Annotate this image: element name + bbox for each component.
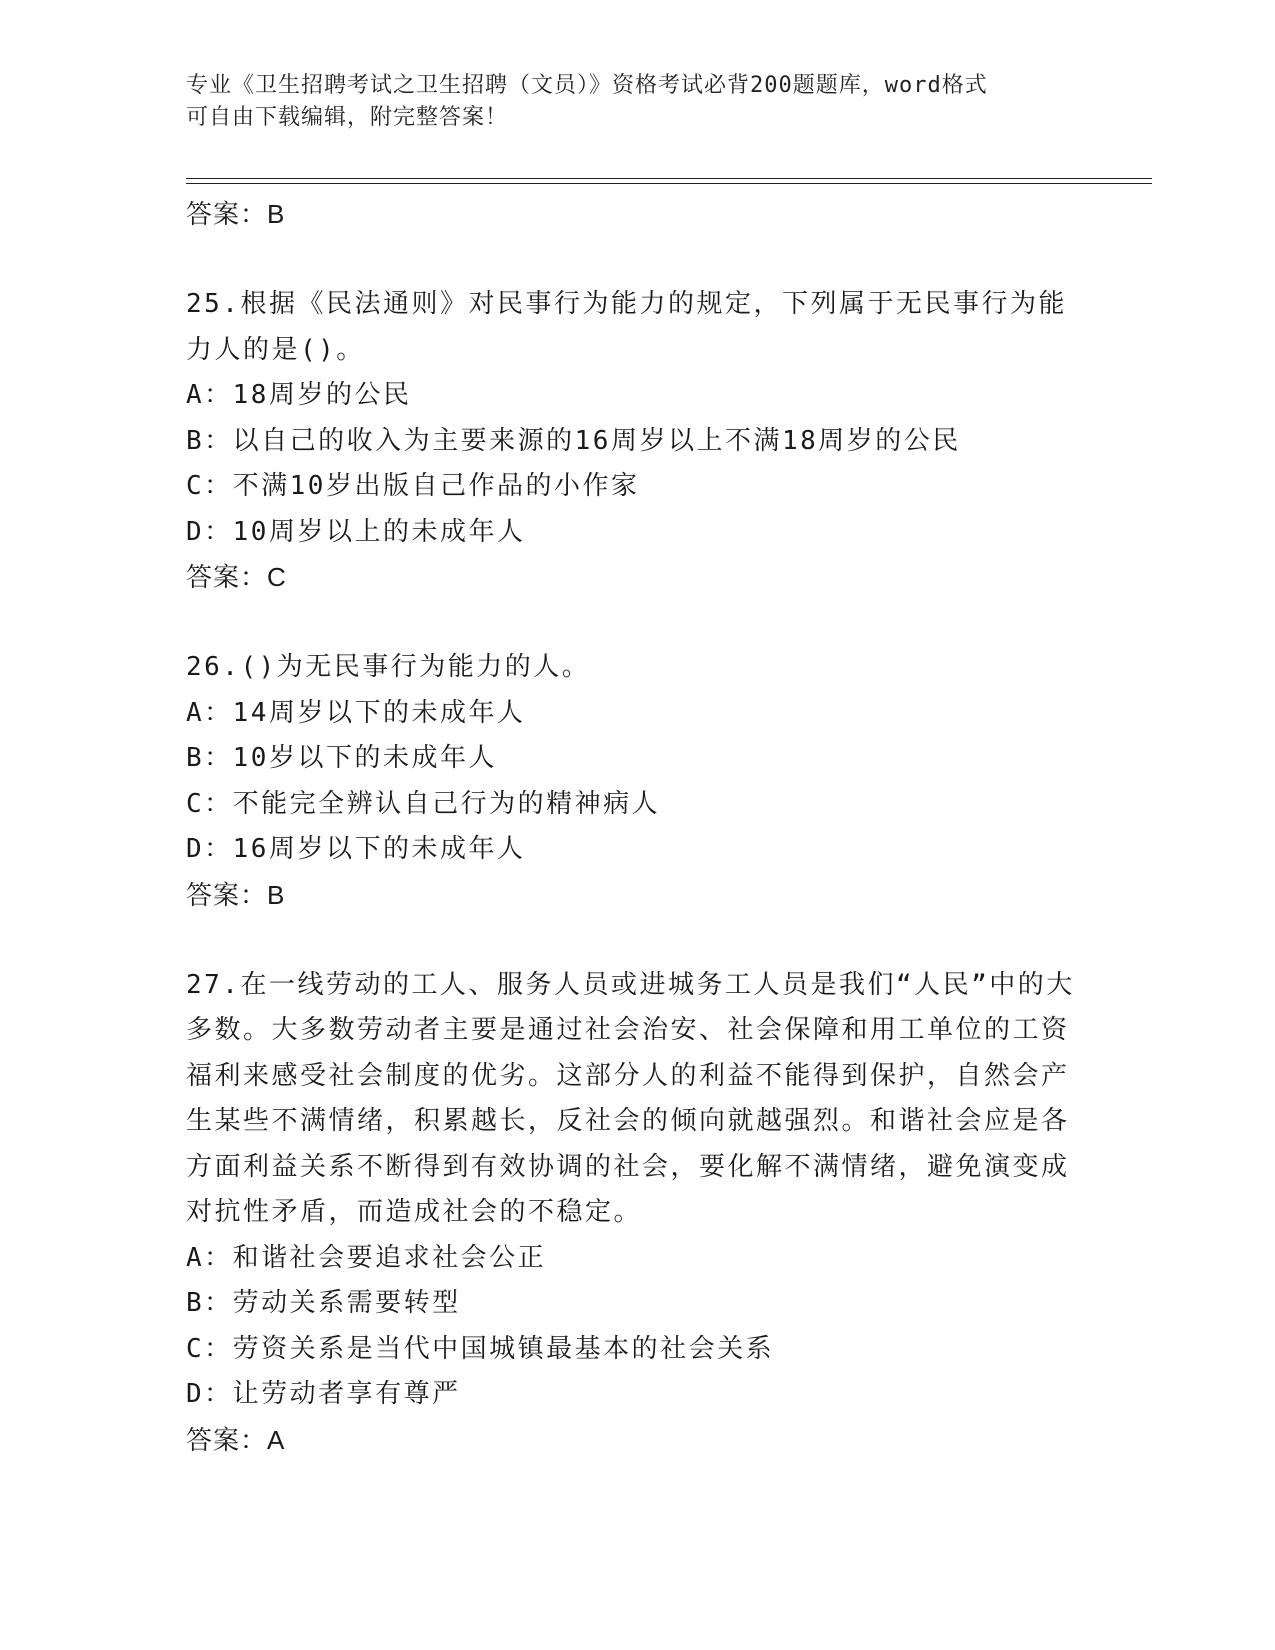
option-b: B：以自己的收入为主要来源的16周岁以上不满18周岁的公民 xyxy=(186,425,961,456)
header-line-2: 可自由下载编辑，附完整答案！ xyxy=(186,105,509,130)
header-divider-bottom xyxy=(186,183,1152,184)
question-26 xyxy=(186,645,1086,917)
question-stem: 26.()为无民事行为能力的人。 xyxy=(186,652,591,682)
option-a: A：14周岁以下的未成年人 xyxy=(186,697,526,728)
option-d: D：16周岁以下的未成年人 xyxy=(186,834,526,864)
question-25 xyxy=(186,282,1086,599)
option-d: D：让劳动者享有尊严 xyxy=(186,1379,461,1409)
header-line-1: 专业《卫生招聘考试之卫生招聘（文员）》资格考试必背200题题库，word格式 xyxy=(186,73,988,98)
option-a: A：18周岁的公民 xyxy=(186,380,412,410)
question-list xyxy=(186,192,1086,1462)
answer: 答案：C xyxy=(186,562,287,592)
option-c: C：不能完全辨认自己行为的精神病人 xyxy=(186,788,661,819)
answer: 答案：A xyxy=(186,1424,286,1455)
option-d: D：10周岁以上的未成年人 xyxy=(186,516,526,547)
question-stem: 25.根据《民法通则》对民事行为能力的规定，下列属于无民事行为能力人的是()。 xyxy=(186,289,1067,365)
option-c: C：不满10岁出版自己作品的小作家 xyxy=(186,471,640,501)
answer: 答案：B xyxy=(186,879,286,910)
previous-answer: 答案：B xyxy=(186,199,286,229)
option-c: C：劳资关系是当代中国城镇最基本的社会关系 xyxy=(186,1333,775,1364)
question-27 xyxy=(186,963,1086,1462)
option-a: A：和谐社会要追求社会公正 xyxy=(186,1242,547,1273)
option-b: B：10岁以下的未成年人 xyxy=(186,743,497,773)
page-header xyxy=(186,70,1066,134)
option-b: B：劳动关系需要转型 xyxy=(186,1288,461,1318)
question-stem: 27.在一线劳动的工人、服务人员或进城务工人员是我们“人民”中的大多数。大多数劳动者主要是通过社会治安、社会保障和用工单位的工资福利来感受社会制度的优劣。这部分人的利益不能得到保护，自然会产生某些不满情绪，积累越长，反社会的倾向就越强烈。和谐社会应是各方面利益关系不断得到有效协调的社会，要化解不满情绪，避免演变成对抗性矛盾，而造成社会的不稳定。 xyxy=(186,969,1075,1227)
header-divider-top xyxy=(186,178,1152,179)
